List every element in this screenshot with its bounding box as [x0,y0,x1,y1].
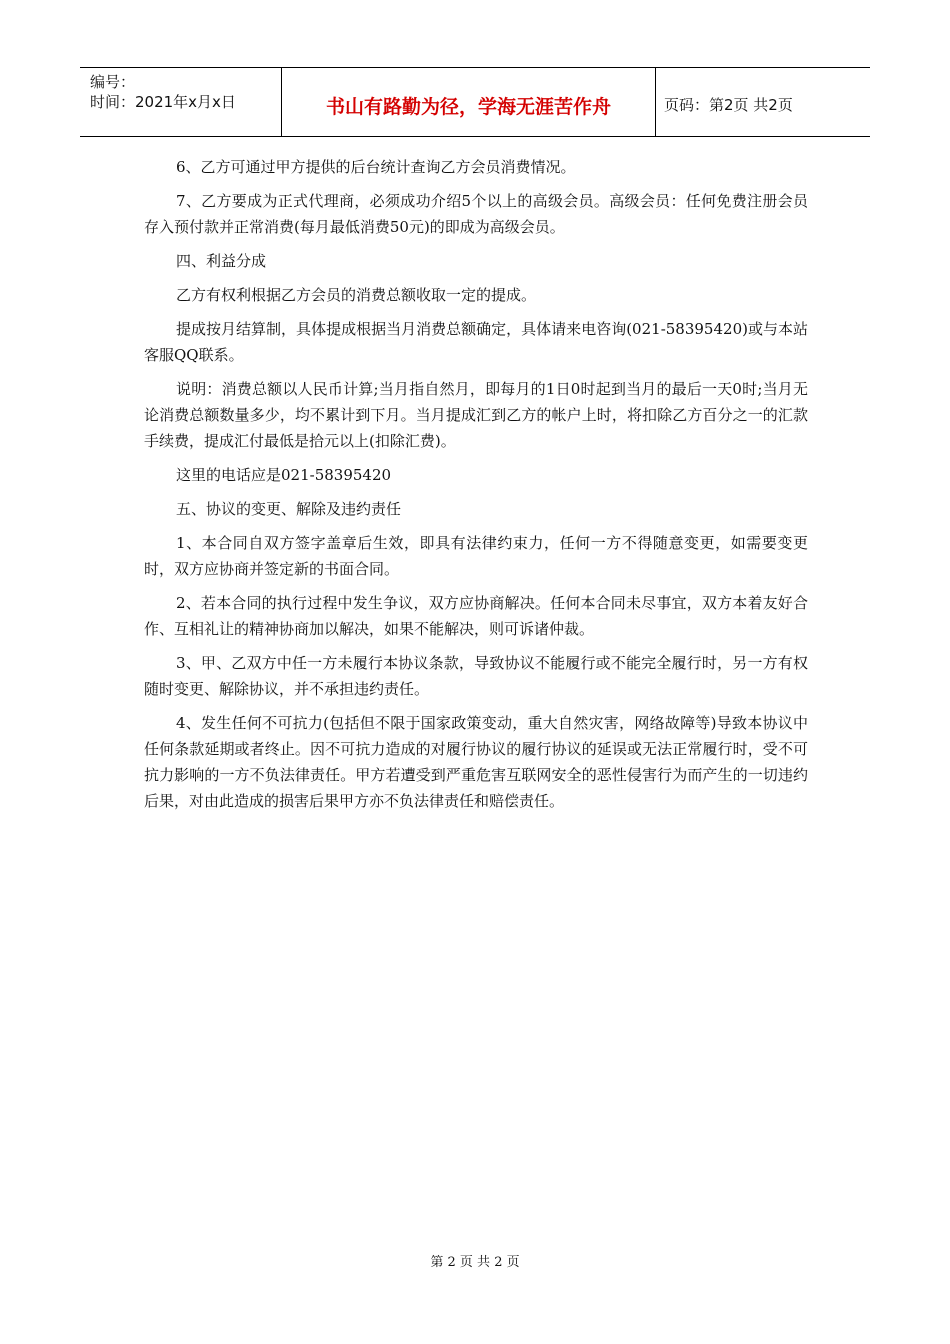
page-footer: 第 2 页 共 2 页 [430,1255,520,1270]
page-header [80,67,870,137]
header-meta [80,68,282,136]
document-body [144,154,808,822]
paragraph: 这里的电话应是021-58395420 [176,466,392,484]
section-heading: 五、协议的变更、解除及违约责任 [176,500,402,518]
header-page-info: 页码：第2页 共2页 [664,95,793,114]
paragraph: 说明：消费总额以人民币计算;当月指自然月，即每月的1日0时起到当月的最后一天0时;当月无论消费总额数量多少，均不累计到下月。当月提成汇到乙方的帐户上时，将扣除乙方百分之一的汇款手续费，提成汇付最低是拾元以上(扣除汇费)。 [144,380,808,450]
paragraph: 4、发生任何不可抗力(包括但不限于国家政策变动，重大自然灾害，网络故障等)导致本协议中任何条款延期或者终止。因不可抗力造成的对履行协议的履行协议的延误或无法正常履行时，受不可抗力影响的一方不负法律责任。甲方若遭受到严重危害互联网安全的恶性侵害行为而产生的一切违约后果，对由此造成的损害后果甲方亦不负法律责任和赔偿责任。 [144,714,808,810]
paragraph: 1、本合同自双方签字盖章后生效，即具有法律约束力，任何一方不得随意变更，如需要变更时，双方应协商并签定新的书面合同。 [144,534,808,578]
paragraph: 6、乙方可通过甲方提供的后台统计查询乙方会员消费情况。 [176,158,576,176]
paragraph: 7、乙方要成为正式代理商，必须成功介绍5个以上的高级会员。高级会员：任何免费注册会员存入预付款并正常消费(每月最低消费50元)的即成为高级会员。 [144,192,808,236]
header-motto: 书山有路勤为径，学海无涯苦作舟 [282,68,656,136]
document-number-label: 编号： [90,73,136,91]
paragraph: 3、甲、乙双方中任一方未履行本协议条款，导致协议不能履行或不能完全履行时，另一方有权随时变更、解除协议，并不承担违约责任。 [144,654,808,698]
section-heading: 四、利益分成 [176,252,267,270]
paragraph: 乙方有权利根据乙方会员的消费总额收取一定的提成。 [176,286,537,304]
document-date: 时间：2021年x月x日 [90,93,236,111]
paragraph: 2、若本合同的执行过程中发生争议，双方应协商解决。任何本合同未尽事宜，双方本着友好合作、互相礼让的精神协商加以解决，如果不能解决，则可诉诸仲裁。 [144,594,808,638]
paragraph: 提成按月结算制，具体提成根据当月消费总额确定，具体请来电咨询(021-58395420)或与本站客服QQ联系。 [144,320,808,364]
